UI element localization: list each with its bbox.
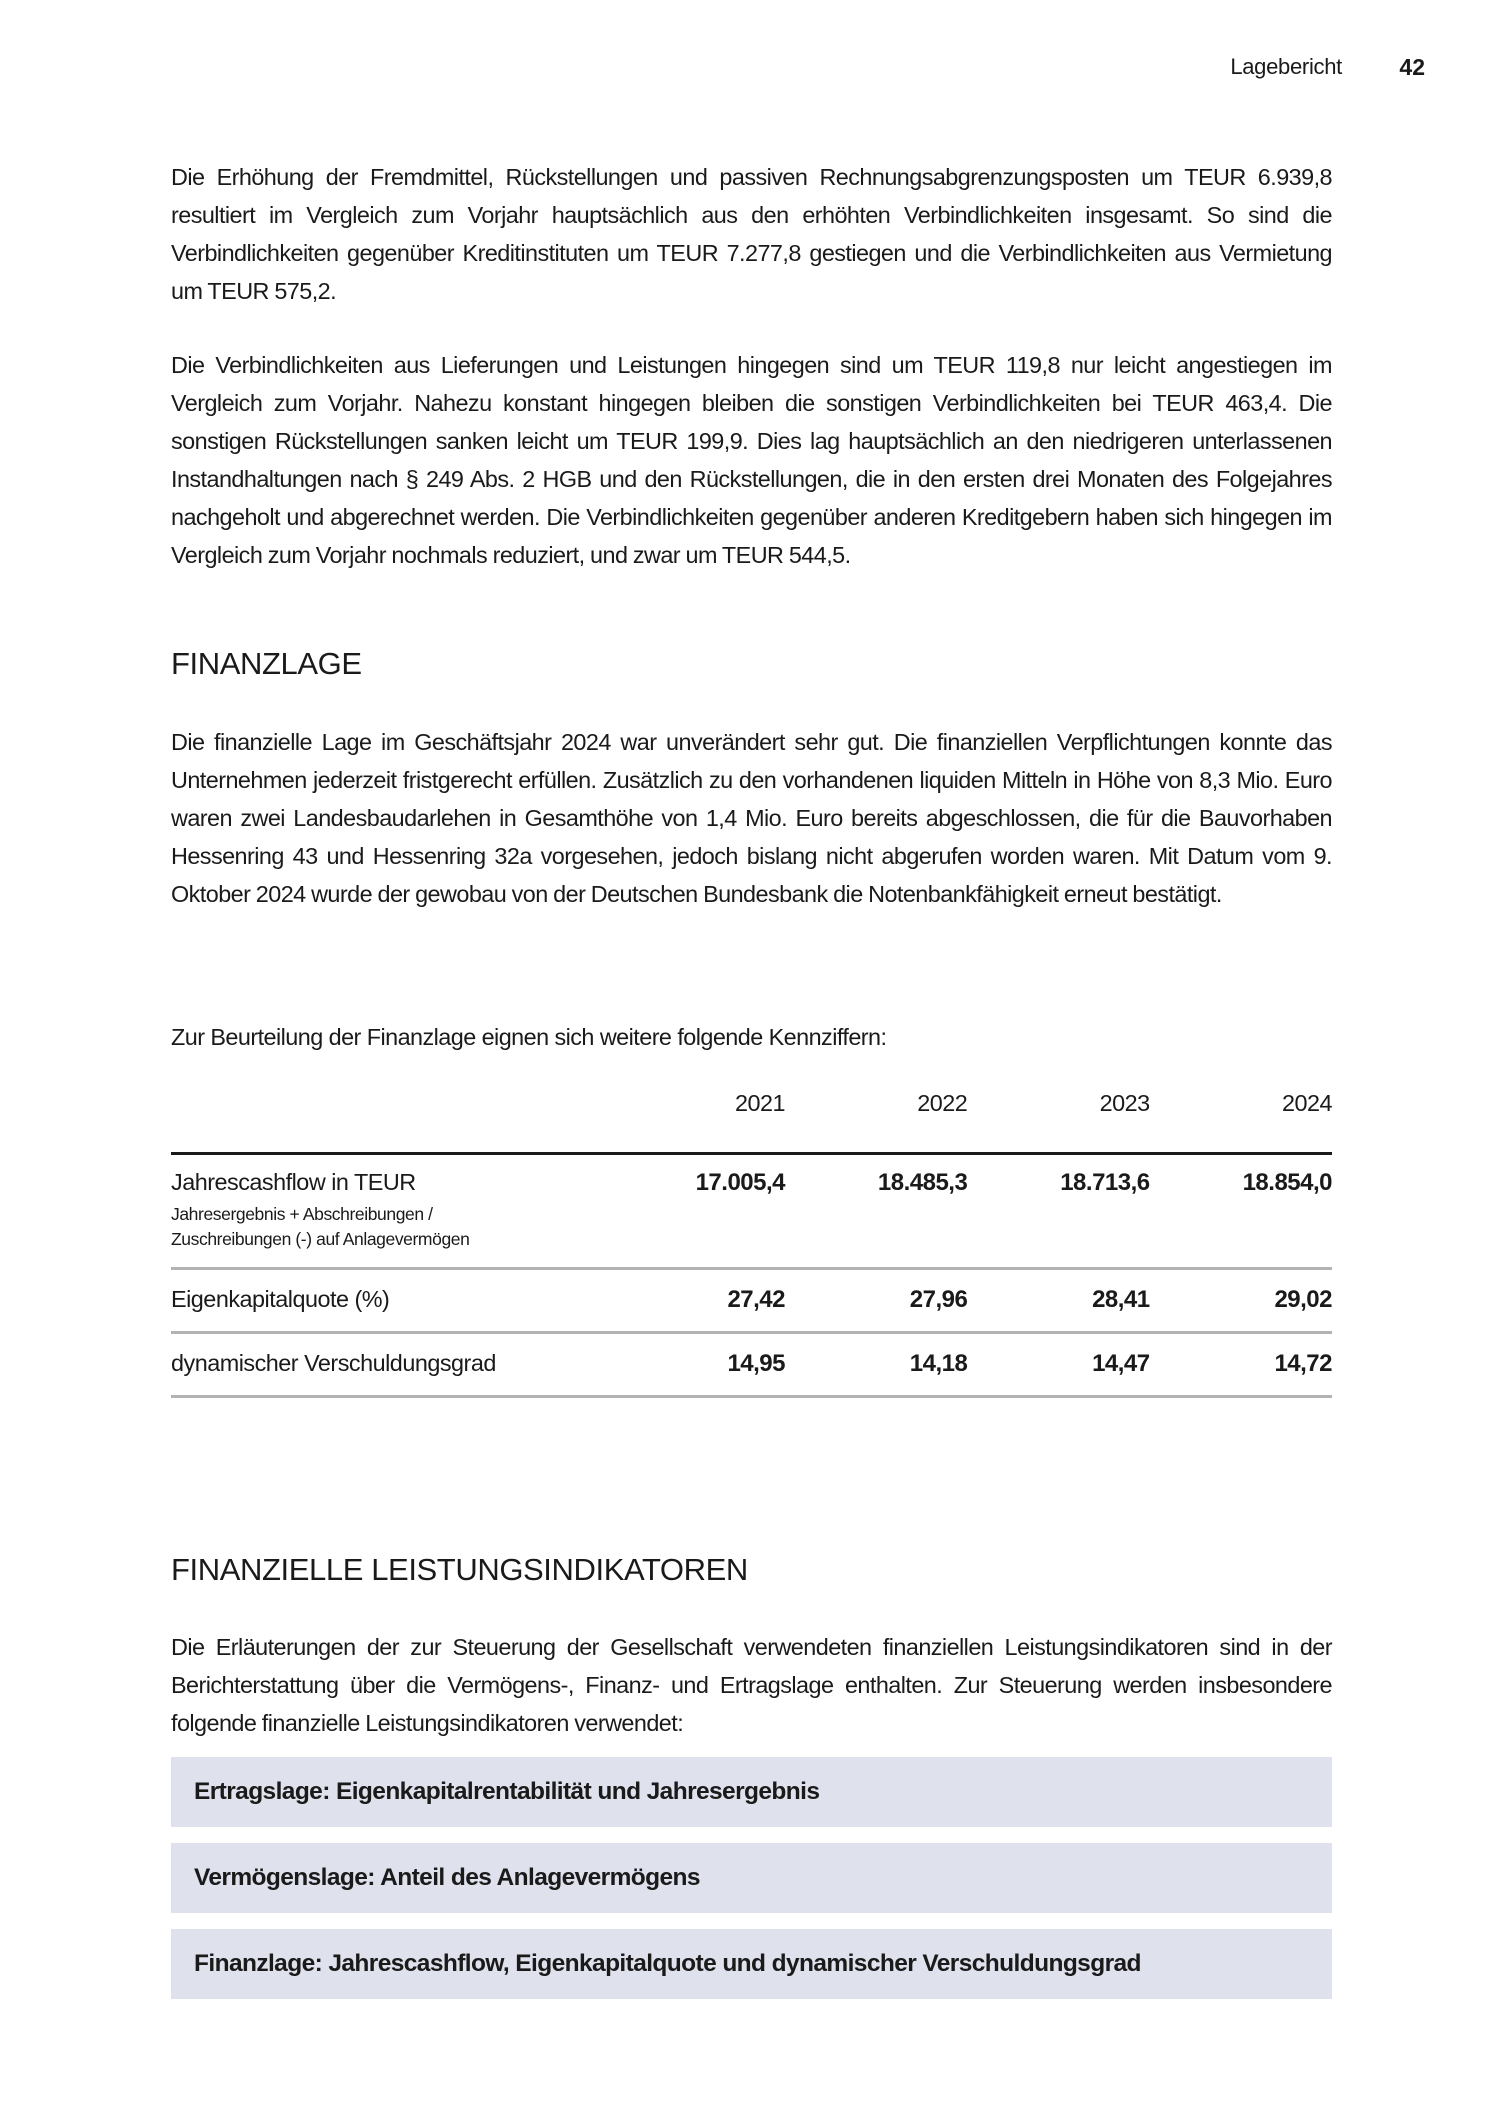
paragraph-leistungsindikatoren: Die Erläuterungen der zur Steuerung der Gesellschaft verwendeten finanziellen Leistungsindikatoren sind in der Berichterstattung über die Vermögens-, Finanz- und Ertragslage enthalten. Zur Steuerung werden insbesondere folgende finanzielle Leistungsindikatoren verwendet: <box>171 1634 1332 1736</box>
cell-value: 18.854,0 <box>1150 1154 1332 1269</box>
paragraph-fremdmittel: Die Erhöhung der Fremdmittel, Rückstellungen und passiven Rechnungsabgrenzungsposten um TEUR 6.939,8 resultiert im Vergleich zum Vorjahr hauptsächlich aus den erhöhten Verbindlichkeiten insgesamt. So sind die Verbindlichkeiten gegenüber Kreditinstituten um TEUR 7.277,8 gestiegen und die Verbindlichkeiten aus Vermietung um TEUR 575,2. <box>171 164 1332 304</box>
heading-finanzlage: FINANZLAGE <box>171 646 362 681</box>
table-header-year: 2022 <box>785 1090 967 1154</box>
running-header-section: Lagebericht <box>1230 54 1342 79</box>
row-label: dynamischer Verschuldungsgrad <box>171 1333 628 1397</box>
kennziffern-table <box>171 1090 1332 1398</box>
cell-value: 18.485,3 <box>785 1154 967 1269</box>
kennziffern-intro: Zur Beurteilung der Finanzlage eignen sich weitere folgende Kennziffern: <box>171 1024 887 1050</box>
table-row <box>171 1154 1332 1269</box>
paragraph-verbindlichkeiten: Die Verbindlichkeiten aus Lieferungen und Leistungen hingegen sind um TEUR 119,8 nur leicht angestiegen im Vergleich zum Vorjahr. Nahezu konstant hingegen bleiben die sonstigen Verbindlichkeiten bei TEUR 463,4. Die sonstigen Rückstellungen sanken leicht um TEUR 199,9. Dies lag hauptsächlich an den niedrigeren unterlassenen Instandhaltungen nach § 249 Abs. 2 HGB und den Rückstellungen, die in den ersten drei Monaten des Folgejahres nachgeholt und abgerechnet werden. Die Verbindlichkeiten gegenüber anderen Kreditgebern haben sich hingegen im Vergleich zum Vorjahr nochmals reduziert, und zwar um TEUR 544,5. <box>171 352 1332 568</box>
table-row <box>171 1269 1332 1333</box>
cell-value: 14,18 <box>785 1333 967 1397</box>
row-sublabel: Jahresergebnis + Abschreibungen / <box>171 1204 433 1224</box>
cell-value: 14,72 <box>1150 1333 1332 1397</box>
indicator-box-vermoegenslage: Vermögenslage: Anteil des Anlagevermögens <box>171 1843 1332 1913</box>
cell-value: 29,02 <box>1150 1269 1332 1333</box>
row-label-main: Jahrescashflow in TEUR <box>171 1169 416 1195</box>
page-header <box>0 54 1496 84</box>
table-header-year: 2021 <box>628 1090 785 1154</box>
row-sublabel: Zuschreibungen (-) auf Anlagevermögen <box>171 1229 470 1249</box>
cell-value: 14,95 <box>628 1333 785 1397</box>
row-label: Eigenkapitalquote (%) <box>171 1269 628 1333</box>
table-header-row <box>171 1090 1332 1154</box>
cell-value: 14,47 <box>967 1333 1149 1397</box>
page-number: 42 <box>1399 54 1425 80</box>
table-header-year: 2024 <box>1150 1090 1332 1154</box>
row-label <box>171 1154 628 1269</box>
indicator-box-finanzlage: Finanzlage: Jahrescashflow, Eigenkapitalquote und dynamischer Verschuldungsgrad <box>171 1929 1332 1999</box>
heading-leistungsindikatoren: FINANZIELLE LEISTUNGSINDIKATOREN <box>171 1552 748 1587</box>
cell-value: 18.713,6 <box>967 1154 1149 1269</box>
cell-value: 27,96 <box>785 1269 967 1333</box>
cell-value: 28,41 <box>967 1269 1149 1333</box>
table-row <box>171 1333 1332 1397</box>
indicator-box-ertragslage: Ertragslage: Eigenkapitalrentabilität und Jahresergebnis <box>171 1757 1332 1827</box>
cell-value: 27,42 <box>628 1269 785 1333</box>
paragraph-finanzlage: Die finanzielle Lage im Geschäftsjahr 2024 war unverändert sehr gut. Die finanziellen Verpflichtungen konnte das Unternehmen jederzeit fristgerecht erfüllen. Zusätzlich zu den vorhandenen liquiden Mitteln in Höhe von 8,3 Mio. Euro waren zwei Landesbaudarlehen in Gesamthöhe von 1,4 Mio. Euro bereits abgeschlossen, die für die Bauvorhaben Hessenring 43 und Hessenring 32a vorgesehen, jedoch bislang nicht abgerufen worden waren. Mit Datum vom 9. Oktober 2024 wurde der gewobau von der Deutschen Bundesbank die Notenbankfähigkeit erneut bestätigt. <box>171 729 1332 907</box>
table-header-year: 2023 <box>967 1090 1149 1154</box>
cell-value: 17.005,4 <box>628 1154 785 1269</box>
table-header-label <box>171 1090 628 1154</box>
